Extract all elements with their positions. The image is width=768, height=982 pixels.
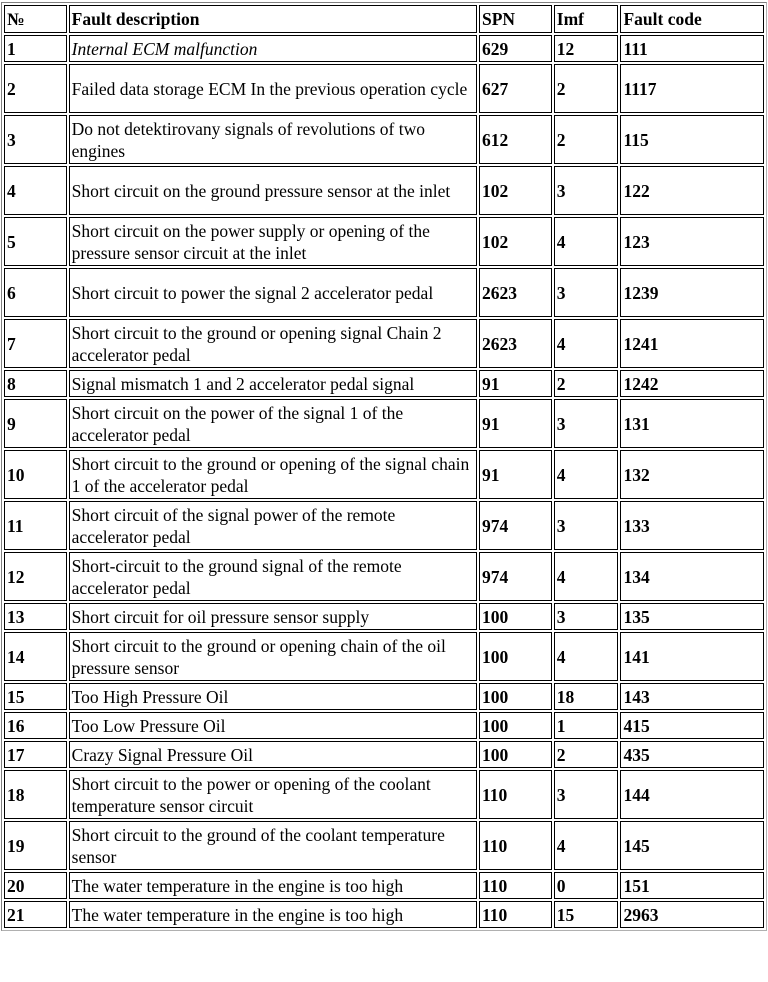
- cell-number: 21: [4, 901, 67, 928]
- cell-imf: 4: [554, 319, 619, 368]
- cell-fault-description: Short circuit to power the signal 2 accelerator pedal: [69, 268, 477, 317]
- cell-fault-code: 1242: [620, 370, 764, 397]
- cell-number: 10: [4, 450, 67, 499]
- header-fault-code: Fault code: [620, 5, 764, 33]
- table-row: [4, 217, 764, 266]
- cell-spn: 100: [479, 603, 552, 630]
- table-row: [4, 741, 764, 768]
- cell-imf: 4: [554, 552, 619, 601]
- cell-spn: 612: [479, 115, 552, 164]
- cell-number: 19: [4, 821, 67, 870]
- cell-fault-description: Short circuit on the ground pressure sensor at the inlet: [69, 166, 477, 215]
- cell-spn: 91: [479, 450, 552, 499]
- cell-fault-description: Short circuit on the power supply or opening of the pressure sensor circuit at the inlet: [69, 217, 477, 266]
- cell-number: 2: [4, 64, 67, 113]
- cell-fault-description: Short circuit to the power or opening of the coolant temperature sensor circuit: [69, 770, 477, 819]
- table-row: [4, 901, 764, 928]
- cell-number: 20: [4, 872, 67, 899]
- cell-spn: 974: [479, 501, 552, 550]
- cell-spn: 100: [479, 632, 552, 681]
- cell-spn: 91: [479, 370, 552, 397]
- cell-number: 5: [4, 217, 67, 266]
- cell-number: 1: [4, 35, 67, 62]
- cell-fault-code: 435: [620, 741, 764, 768]
- cell-fault-code: 145: [620, 821, 764, 870]
- cell-spn: 2623: [479, 268, 552, 317]
- table-row: [4, 35, 764, 62]
- cell-number: 13: [4, 603, 67, 630]
- cell-imf: 3: [554, 166, 619, 215]
- cell-spn: 627: [479, 64, 552, 113]
- cell-fault-description: Short-circuit to the ground signal of the remote accelerator pedal: [69, 552, 477, 601]
- table-header-row: [4, 5, 764, 33]
- cell-number: 16: [4, 712, 67, 739]
- table-row: [4, 821, 764, 870]
- cell-imf: 4: [554, 632, 619, 681]
- cell-imf: 0: [554, 872, 619, 899]
- cell-number: 8: [4, 370, 67, 397]
- cell-number: 12: [4, 552, 67, 601]
- cell-fault-description: The water temperature in the engine is too high: [69, 872, 477, 899]
- cell-spn: 2623: [479, 319, 552, 368]
- cell-imf: 12: [554, 35, 619, 62]
- table-row: [4, 683, 764, 710]
- table-row: [4, 115, 764, 164]
- cell-number: 18: [4, 770, 67, 819]
- cell-fault-code: 415: [620, 712, 764, 739]
- cell-imf: 2: [554, 741, 619, 768]
- table-row: [4, 399, 764, 448]
- cell-fault-description: Do not detektirovany signals of revolutions of two engines: [69, 115, 477, 164]
- cell-imf: 2: [554, 370, 619, 397]
- cell-imf: 3: [554, 501, 619, 550]
- table-row: [4, 770, 764, 819]
- cell-fault-description: Short circuit on the power of the signal 1 of the accelerator pedal: [69, 399, 477, 448]
- table-row: [4, 268, 764, 317]
- cell-spn: 629: [479, 35, 552, 62]
- cell-fault-code: 111: [620, 35, 764, 62]
- cell-fault-code: 131: [620, 399, 764, 448]
- cell-fault-code: 1241: [620, 319, 764, 368]
- table-row: [4, 319, 764, 368]
- cell-spn: 110: [479, 901, 552, 928]
- cell-fault-description: Crazy Signal Pressure Oil: [69, 741, 477, 768]
- cell-number: 9: [4, 399, 67, 448]
- cell-fault-description: Short circuit to the ground or opening signal Chain 2 accelerator pedal: [69, 319, 477, 368]
- cell-fault-code: 122: [620, 166, 764, 215]
- cell-fault-code: 123: [620, 217, 764, 266]
- cell-fault-code: 115: [620, 115, 764, 164]
- cell-fault-code: 135: [620, 603, 764, 630]
- cell-fault-code: 132: [620, 450, 764, 499]
- cell-fault-description: Internal ECM malfunction: [69, 35, 477, 62]
- header-number: №: [4, 5, 67, 33]
- cell-fault-code: 134: [620, 552, 764, 601]
- cell-number: 17: [4, 741, 67, 768]
- cell-fault-code: 141: [620, 632, 764, 681]
- cell-number: 3: [4, 115, 67, 164]
- cell-spn: 100: [479, 712, 552, 739]
- cell-number: 11: [4, 501, 67, 550]
- fault-codes-table: [1, 2, 767, 931]
- fault-table-body: [4, 5, 764, 928]
- cell-fault-code: 2963: [620, 901, 764, 928]
- cell-fault-description: Too Low Pressure Oil: [69, 712, 477, 739]
- cell-imf: 4: [554, 217, 619, 266]
- cell-spn: 100: [479, 741, 552, 768]
- cell-imf: 3: [554, 603, 619, 630]
- header-fault-description: Fault description: [69, 5, 477, 33]
- cell-imf: 2: [554, 64, 619, 113]
- cell-fault-code: 133: [620, 501, 764, 550]
- table-row: [4, 603, 764, 630]
- table-row: [4, 450, 764, 499]
- cell-imf: 15: [554, 901, 619, 928]
- cell-fault-code: 1239: [620, 268, 764, 317]
- cell-number: 15: [4, 683, 67, 710]
- table-row: [4, 370, 764, 397]
- table-row: [4, 552, 764, 601]
- cell-fault-code: 144: [620, 770, 764, 819]
- cell-imf: 2: [554, 115, 619, 164]
- cell-spn: 110: [479, 872, 552, 899]
- cell-fault-description: Too High Pressure Oil: [69, 683, 477, 710]
- cell-imf: 4: [554, 450, 619, 499]
- cell-spn: 110: [479, 821, 552, 870]
- table-row: [4, 712, 764, 739]
- cell-number: 14: [4, 632, 67, 681]
- table-row: [4, 64, 764, 113]
- table-row: [4, 166, 764, 215]
- cell-imf: 3: [554, 399, 619, 448]
- cell-imf: 3: [554, 770, 619, 819]
- cell-spn: 100: [479, 683, 552, 710]
- cell-imf: 4: [554, 821, 619, 870]
- cell-spn: 91: [479, 399, 552, 448]
- table-row: [4, 632, 764, 681]
- cell-fault-description: Short circuit for oil pressure sensor supply: [69, 603, 477, 630]
- cell-fault-description: Short circuit to the ground or opening of the signal chain 1 of the accelerator pedal: [69, 450, 477, 499]
- cell-imf: 3: [554, 268, 619, 317]
- cell-number: 4: [4, 166, 67, 215]
- cell-fault-code: 1117: [620, 64, 764, 113]
- cell-imf: 18: [554, 683, 619, 710]
- cell-fault-description: Signal mismatch 1 and 2 accelerator pedal signal: [69, 370, 477, 397]
- cell-fault-description: Short circuit of the signal power of the remote accelerator pedal: [69, 501, 477, 550]
- cell-fault-description: Failed data storage ECM In the previous operation cycle: [69, 64, 477, 113]
- cell-spn: 102: [479, 217, 552, 266]
- cell-fault-description: The water temperature in the engine is too high: [69, 901, 477, 928]
- table-row: [4, 872, 764, 899]
- cell-imf: 1: [554, 712, 619, 739]
- header-imf: Imf: [554, 5, 619, 33]
- cell-fault-code: 143: [620, 683, 764, 710]
- cell-fault-description: Short circuit to the ground of the coolant temperature sensor: [69, 821, 477, 870]
- table-row: [4, 501, 764, 550]
- cell-fault-code: 151: [620, 872, 764, 899]
- cell-number: 6: [4, 268, 67, 317]
- cell-spn: 110: [479, 770, 552, 819]
- header-spn: SPN: [479, 5, 552, 33]
- cell-fault-description: Short circuit to the ground or opening chain of the oil pressure sensor: [69, 632, 477, 681]
- cell-spn: 102: [479, 166, 552, 215]
- cell-number: 7: [4, 319, 67, 368]
- cell-spn: 974: [479, 552, 552, 601]
